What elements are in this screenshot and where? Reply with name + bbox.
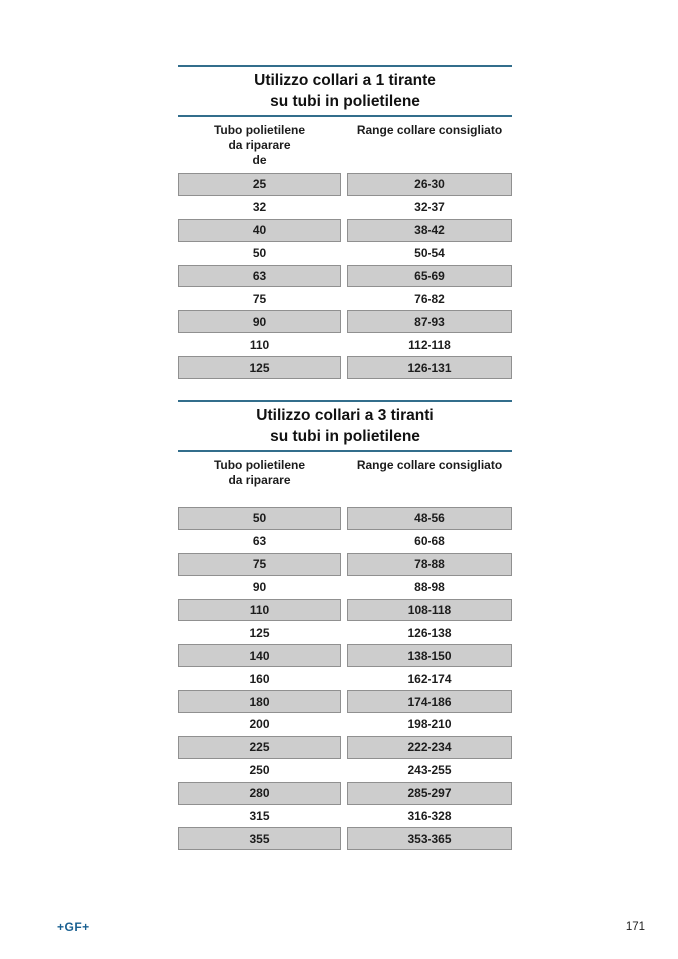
collar-range-cell: 222-234 <box>347 736 512 759</box>
collar-range-cell: 353-365 <box>347 827 512 850</box>
table-row <box>178 599 512 622</box>
table-title-line1: Utilizzo collari a 1 tirante <box>254 72 436 89</box>
pipe-size-cell: 125 <box>249 625 270 640</box>
gf-logo: +GF+ <box>57 920 90 934</box>
pipe-size-cell: 110 <box>178 599 341 622</box>
divider-rule-bottom <box>178 450 512 452</box>
table-row <box>178 173 512 196</box>
collar-range-cell: 243-255 <box>407 763 452 778</box>
pipe-size-cell: 250 <box>249 763 270 778</box>
column-header-pipe-line2: da riparare <box>228 473 291 487</box>
table-row <box>178 805 512 828</box>
table-row <box>178 196 512 219</box>
column-header-pipe-line3: de <box>252 153 267 167</box>
table-title-line2: su tubi in polietilene <box>270 428 420 445</box>
column-header-pipe <box>178 123 341 168</box>
pipe-size-cell: 125 <box>178 356 341 379</box>
table-section-3-tiranti <box>178 400 512 850</box>
column-header-pipe-line1: Tubo polietilene <box>213 458 306 472</box>
table-row <box>178 530 512 553</box>
pipe-size-cell: 63 <box>252 534 267 549</box>
column-header-pipe-line2: da riparare <box>228 138 291 152</box>
column-headers <box>178 458 512 488</box>
table-title <box>178 67 512 115</box>
column-header-range: Range collare consigliato <box>356 458 503 472</box>
pipe-size-cell: 25 <box>178 173 341 196</box>
pipe-size-cell: 90 <box>178 310 341 333</box>
collar-range-cell: 32-37 <box>414 200 445 215</box>
divider-rule-bottom <box>178 115 512 117</box>
pipe-size-cell: 180 <box>178 690 341 713</box>
pipe-size-cell: 225 <box>178 736 341 759</box>
collar-range-cell: 87-93 <box>347 310 512 333</box>
table-row <box>178 576 512 599</box>
collar-range-cell: 26-30 <box>347 173 512 196</box>
collar-range-cell: 108-118 <box>347 599 512 622</box>
table-row <box>178 242 512 265</box>
collar-range-cell: 285-297 <box>347 782 512 805</box>
table-title-line1: Utilizzo collari a 3 tiranti <box>256 407 434 424</box>
collar-range-cell: 138-150 <box>347 644 512 667</box>
collar-range-cell: 112-118 <box>408 337 451 352</box>
collar-range-cell: 316-328 <box>407 809 452 824</box>
collar-range-cell: 60-68 <box>414 534 445 549</box>
table-row <box>178 644 512 667</box>
collar-range-cell: 126-138 <box>407 625 452 640</box>
collar-range-cell: 48-56 <box>347 507 512 530</box>
table-row <box>178 667 512 690</box>
table-title <box>178 402 512 450</box>
collar-range-cell: 126-131 <box>347 356 512 379</box>
pipe-size-cell: 63 <box>178 265 341 288</box>
pipe-size-cell: 90 <box>252 580 267 595</box>
pipe-size-cell: 50 <box>252 246 267 261</box>
collar-range-cell: 65-69 <box>347 265 512 288</box>
table-row <box>178 507 512 530</box>
table-row <box>178 713 512 736</box>
table-row <box>178 736 512 759</box>
table-row <box>178 782 512 805</box>
pipe-size-cell: 140 <box>178 644 341 667</box>
column-header-range: Range collare consigliato <box>356 123 503 137</box>
table-row <box>178 621 512 644</box>
table-row <box>178 759 512 782</box>
table-row <box>178 310 512 333</box>
table-row <box>178 827 512 850</box>
collar-range-cell: 76-82 <box>414 291 445 306</box>
collar-range-cell: 198-210 <box>407 717 452 732</box>
pipe-size-cell: 32 <box>252 200 267 215</box>
table-row <box>178 356 512 379</box>
table-rows <box>178 507 512 850</box>
collar-range-cell: 78-88 <box>347 553 512 576</box>
table-row <box>178 333 512 356</box>
table-row <box>178 553 512 576</box>
collar-range-cell: 162-174 <box>407 671 452 686</box>
table-row <box>178 265 512 288</box>
table-title-line2: su tubi in polietilene <box>270 93 420 110</box>
pipe-size-cell: 75 <box>178 553 341 576</box>
table-rows <box>178 173 512 379</box>
pipe-size-cell: 50 <box>178 507 341 530</box>
pipe-size-cell: 355 <box>178 827 341 850</box>
pipe-size-cell: 200 <box>249 717 270 732</box>
pipe-size-cell: 160 <box>249 671 270 686</box>
collar-range-cell: 50-54 <box>414 246 445 261</box>
pipe-size-cell: 280 <box>178 782 341 805</box>
collar-range-cell: 174-186 <box>347 690 512 713</box>
pipe-size-cell: 110 <box>249 337 270 352</box>
column-header-pipe <box>178 458 341 488</box>
column-header-pipe-line1: Tubo polietilene <box>213 123 306 137</box>
table-section-1-tirante <box>178 65 512 379</box>
pipe-size-cell: 75 <box>252 291 267 306</box>
pipe-size-cell: 315 <box>249 809 270 824</box>
column-headers <box>178 123 512 168</box>
collar-range-cell: 38-42 <box>347 219 512 242</box>
table-row <box>178 287 512 310</box>
pipe-size-cell: 40 <box>178 219 341 242</box>
table-row <box>178 690 512 713</box>
page-number: 171 <box>625 921 645 933</box>
table-row <box>178 219 512 242</box>
collar-range-cell: 88-98 <box>414 580 445 595</box>
